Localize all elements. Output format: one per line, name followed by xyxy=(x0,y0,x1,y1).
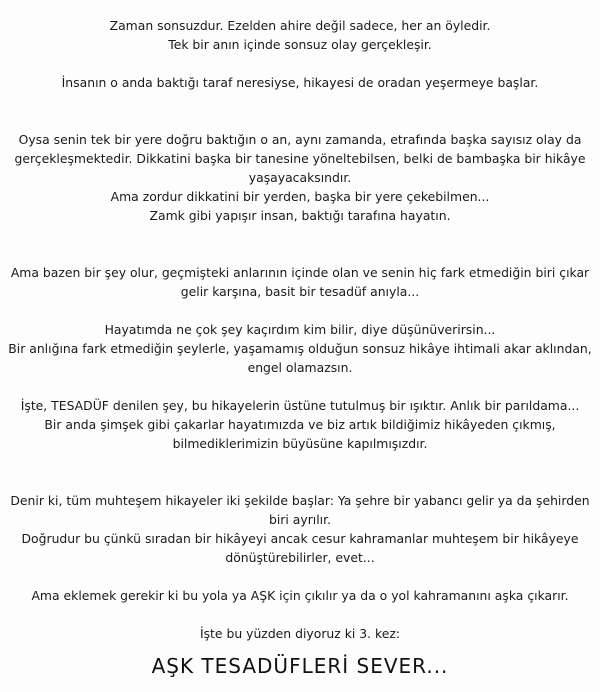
text-line: Bir anlığına fark etmediğin şeylerle, yaşamamış olduğun sonsuz hikâye ihtimali akar aklından, xyxy=(8,341,592,356)
paragraph-6 xyxy=(6,396,594,453)
paragraph-4 xyxy=(6,263,594,301)
paragraph-7 xyxy=(6,491,594,567)
text-line: biri ayrılır. xyxy=(268,512,332,527)
text-line: Hayatımda ne çok şey kaçırdım kim bilir, diye düşünüverirsin... xyxy=(104,322,496,337)
closing-headline: AŞK TESADÜFLERİ SEVER... xyxy=(151,654,449,678)
text-line: engel olamazsın. xyxy=(247,360,353,375)
text-line: Tek bir anın içinde sonsuz olay gerçekleşir. xyxy=(168,37,432,52)
paragraph-8 xyxy=(6,586,594,605)
text-line: gelir karşına, basit bir tesadüf anıyla... xyxy=(180,284,420,299)
text-line: İnsanın o anda baktığı taraf neresiyse, hikayesi de oradan yeşermeye başlar. xyxy=(61,75,539,90)
text-line: Doğrudur bu çünkü sıradan bir hikâyeyi ancak cesur kahramanlar muhteşem bir hikâyeye xyxy=(21,531,579,546)
text-line: yaşayacaksındır. xyxy=(248,170,352,185)
text-line: Ama eklemek gerekir ki bu yola ya AŞK için çıkılır ya da o yol kahramanını aşka çıkarır. xyxy=(31,588,569,603)
text-line: Oysa senin tek bir yere doğru baktığın o an, aynı zamanda, etrafında başka sayısız olay da xyxy=(18,132,582,147)
text-line: Bir anda şimşek gibi çakarlar hayatımızda ve biz artık bildiğimiz hikâyeden çıkmış, xyxy=(44,417,556,432)
text-line: Ama zordur dikkatini bir yerden, başka bir yere çekebilmen... xyxy=(110,189,490,204)
text-line: İşte, TESADÜF denilen şey, bu hikayelerin üstüne tutulmuş bir ışıktır. Anlık bir parıldama... xyxy=(20,398,580,413)
text-line: gerçekleşmektedir. Dikkatini başka bir tanesine yöneltebilsen, belki de bambaşka bir hikâye xyxy=(14,151,586,166)
paragraph-5 xyxy=(6,320,594,377)
paragraph-3 xyxy=(6,130,594,225)
text-line: Zaman sonsuzdur. Ezelden ahire değil sadece, her an öyledir. xyxy=(109,18,491,33)
text-line: Denir ki, tüm muhteşem hikayeler iki şekilde başlar: Ya şehre bir yabancı gelir ya da şehirden xyxy=(10,493,590,508)
text-line: İşte bu yüzden diyoruz ki 3. kez: xyxy=(199,626,401,641)
text-line: Ama bazen bir şey olur, geçmişteki anlarının içinde olan ve senin hiç fark etmediğin biri çıkar xyxy=(10,265,590,280)
text-line: dönüştürebilirler, evet... xyxy=(225,550,375,565)
paragraph-1 xyxy=(6,16,594,54)
paragraph-2 xyxy=(6,73,594,92)
text-line: bilmediklerimizin büyüsüne kapılmışızdır. xyxy=(172,436,428,451)
text-line: Zamk gibi yapışır insan, baktığı tarafına hayatın. xyxy=(149,208,451,223)
paragraph-9 xyxy=(6,624,594,643)
